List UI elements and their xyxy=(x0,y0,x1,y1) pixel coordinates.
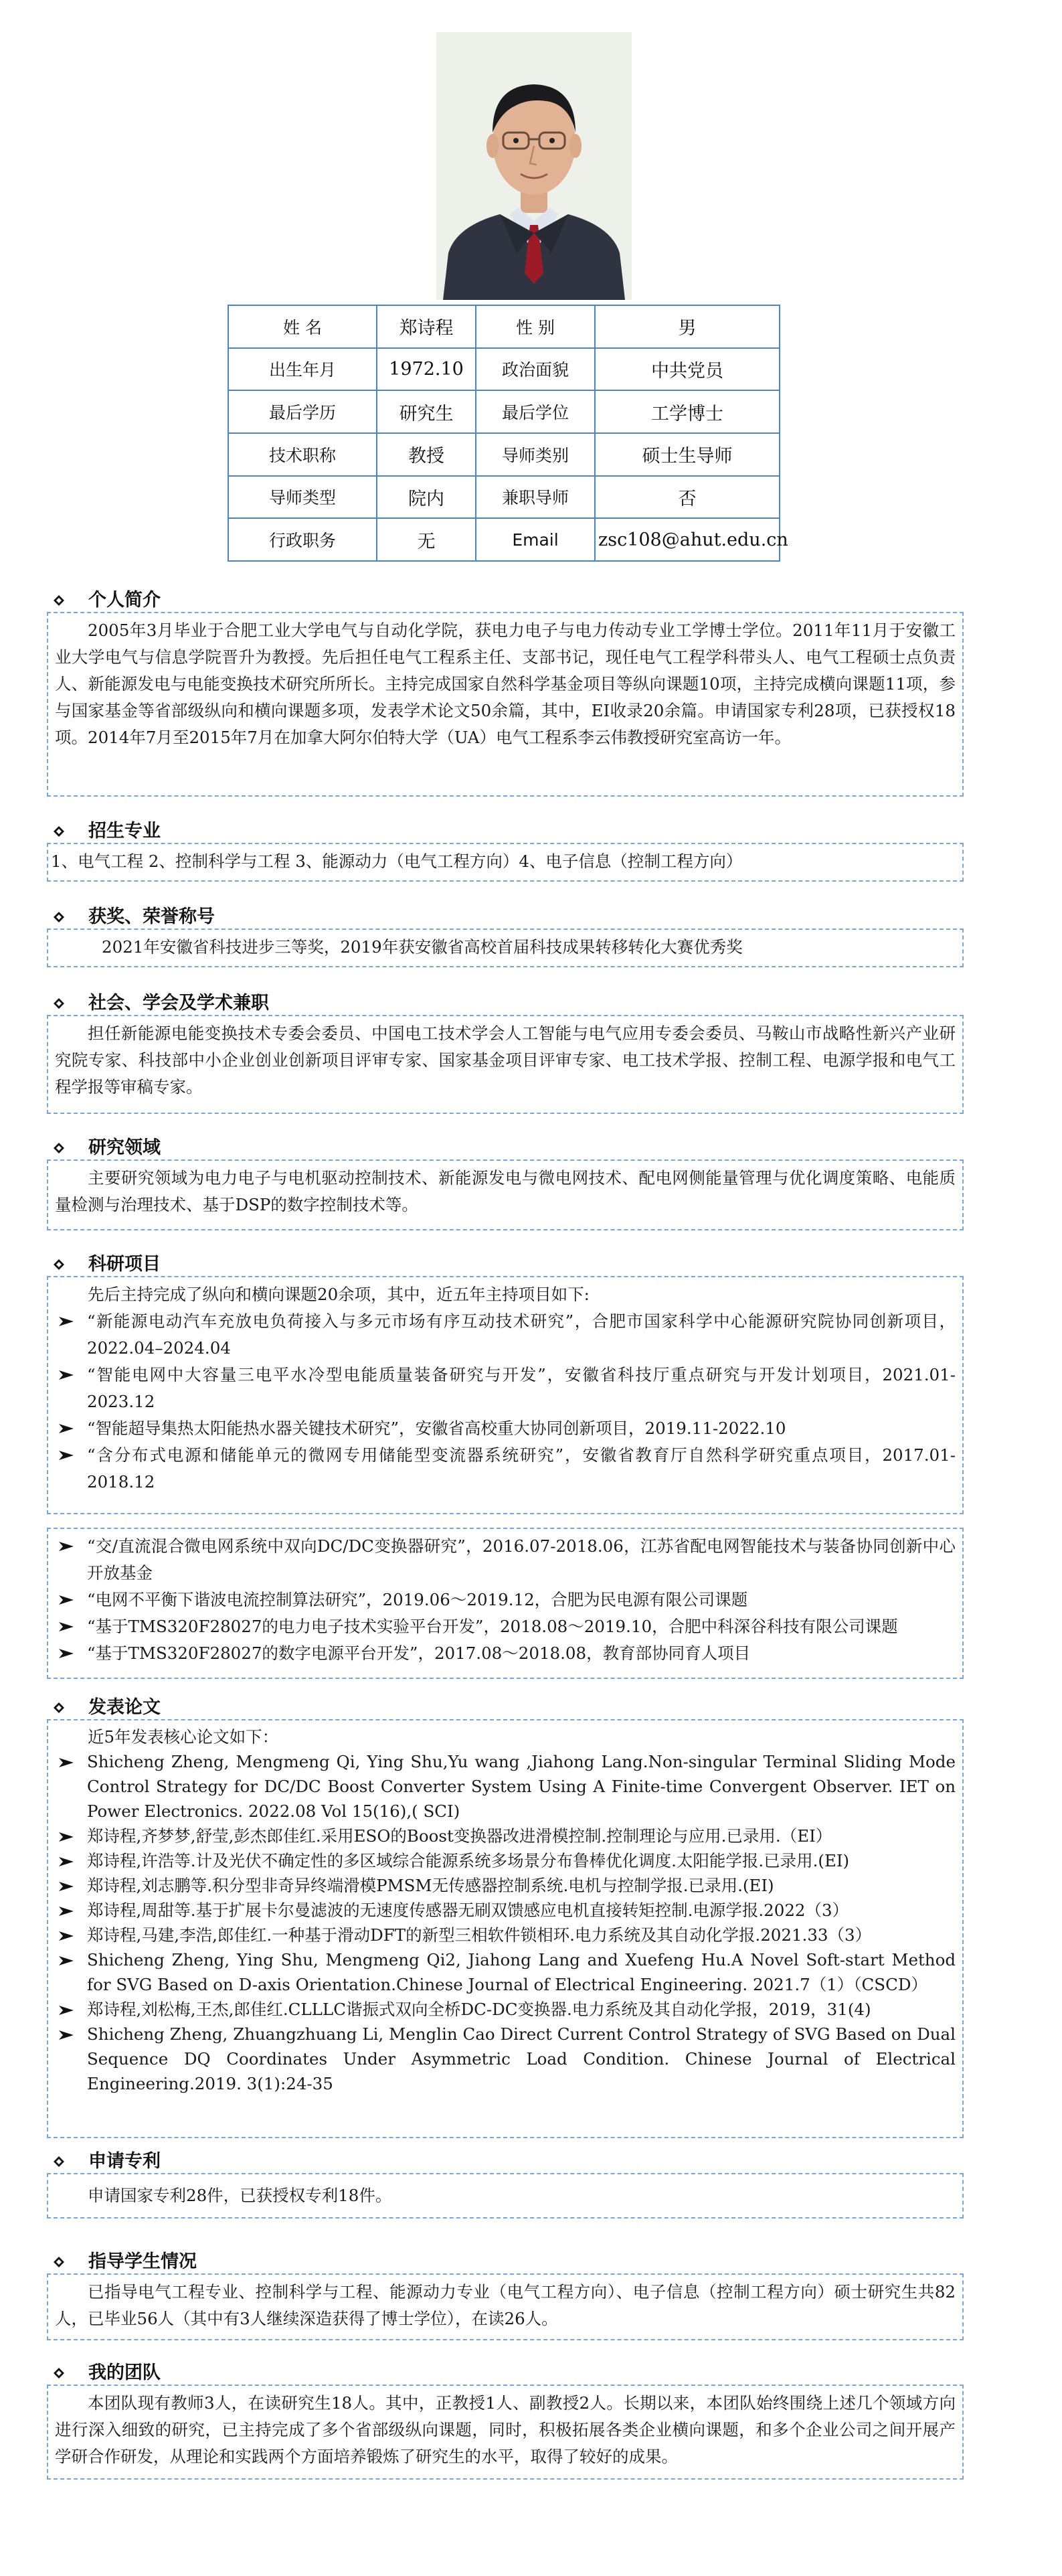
section-research xyxy=(47,1137,964,1230)
list-item xyxy=(55,1533,956,1587)
section-majors xyxy=(47,820,964,882)
section-title-text: 社会、学会及学术兼职 xyxy=(88,993,269,1014)
section-box xyxy=(47,843,964,882)
info-label: 姓 名 xyxy=(228,305,377,348)
arrow-bullet-icon xyxy=(59,1451,74,1460)
diamond-bullet-icon xyxy=(54,595,64,606)
section-title-text: 科研项目 xyxy=(88,1254,161,1275)
list-item xyxy=(55,1997,956,2022)
list-item xyxy=(55,1947,956,1997)
paper-item-text: 郑诗程,齐梦梦,舒莹,彭杰郎佳红.采用ESO的Boost变换器改进滑模控制.控制理论与应用.已录用.（EI） xyxy=(87,1826,832,1846)
bio-text: 2005年3月毕业于合肥工业大学电气与自动化学院，获电力电子与电力传动专业工学博士学位。2011年11月于安徽工业大学电气与信息学院晋升为教授。先后担任电气工程系主任、支部书记，现任电气工程学科带头人、电气工程硕士点负责人、新能源发电与电能变换技术研究所所长。主持完成国家自然科学基金项目等纵向课题10项，主持完成横向课题11项，参与国家基金等省部级纵向和横向课题多项，发表学术论文50余篇，其中，EI收录20余篇。申请国家专利28项，已获授权18项。2014年7月至2015年7月在加拿大阿尔伯特大学（UA）电气工程系李云伟教授研究室高访一年。 xyxy=(55,621,956,747)
info-row xyxy=(228,433,780,476)
info-label: 导师类型 xyxy=(228,476,377,519)
section-papers xyxy=(47,1696,964,2138)
project-list xyxy=(55,1533,956,1667)
info-value: 否 xyxy=(595,476,780,519)
list-item xyxy=(55,1613,956,1640)
arrow-bullet-icon xyxy=(59,1595,74,1605)
profile-info-table xyxy=(228,305,788,562)
project-item-text: “基于TMS320F28027的电力电子技术实验平台开发”，2018.08～2019.10，合肥中科深谷科技有限公司课题 xyxy=(87,1617,898,1636)
papers-intro: 近5年发表核心论文如下： xyxy=(88,1727,279,1747)
info-label: 最后学位 xyxy=(476,390,595,433)
arrow-bullet-icon xyxy=(59,1622,74,1631)
section-box xyxy=(47,612,964,797)
info-row xyxy=(228,305,780,348)
paper-item-text: 郑诗程,马建,李浩,郎佳红.一种基于滑动DFT的新型三相软件锁相环.电力系统及其自动化学报.2021.33（3） xyxy=(87,1925,872,1945)
section-title-text: 招生专业 xyxy=(88,821,161,841)
diamond-bullet-icon xyxy=(54,826,64,837)
section-box xyxy=(47,2273,964,2340)
section-box xyxy=(47,1276,964,1514)
section-students xyxy=(47,2251,964,2340)
section-box xyxy=(47,1719,964,2138)
info-row xyxy=(228,518,780,561)
info-label: 行政职务 xyxy=(228,518,377,561)
paper-item-text: Shicheng Zheng, Ying Shu, Mengmeng Qi2, Jiahong Lang and Xuefeng Hu.A Novel Soft-start Method for SVG Based on D-axis Orientation.Chinese Journal of Electrical Engineering. 2021.7（1）（CSCD） xyxy=(87,1950,956,1994)
diamond-bullet-icon xyxy=(54,912,64,922)
section-bio xyxy=(47,589,964,797)
info-value: 郑诗程 xyxy=(377,305,476,348)
info-value: 1972.10 xyxy=(377,348,476,391)
diamond-bullet-icon xyxy=(54,2257,64,2267)
arrow-bullet-icon xyxy=(59,1931,74,1941)
info-value: 教授 xyxy=(377,433,476,476)
diamond-bullet-icon xyxy=(54,2368,64,2379)
paper-item-text: 郑诗程,许浩等.计及光伏不确定性的多区域综合能源系统多场景分布鲁棒优化调度.太阳能学报.已录用.(EI) xyxy=(87,1851,850,1870)
list-item xyxy=(55,1587,956,1613)
section-team xyxy=(47,2362,964,2480)
arrow-bullet-icon xyxy=(59,1832,74,1842)
list-item xyxy=(55,2022,956,2096)
arrow-bullet-icon xyxy=(59,1857,74,1866)
email-link[interactable]: zsc108@ahut.edu.cn xyxy=(595,518,780,561)
info-label: 最后学历 xyxy=(228,390,377,433)
section-box xyxy=(47,929,964,967)
paper-item-text: Shicheng Zheng, Zhuangzhuang Li, Menglin Cao Direct Current Control Strategy of SVG Based on Dual Sequence DQ Coordinates Under Asymmetric Load Condition. Chinese Journal of Electrical Engineering.2019. 3(1):24-35 xyxy=(87,2024,956,2093)
info-value: 研究生 xyxy=(377,390,476,433)
section-title xyxy=(47,1696,964,1719)
section-box xyxy=(47,1528,964,1679)
list-item xyxy=(55,1415,956,1442)
paper-item-text: 郑诗程,刘松梅,王杰,郎佳红.CLLLC谐振式双向全桥DC-DC变换器.电力系统及其自动化学报，2019，31(4) xyxy=(87,2000,871,2019)
info-value: 院内 xyxy=(377,476,476,519)
info-row xyxy=(228,348,780,391)
info-row xyxy=(228,390,780,433)
section-title xyxy=(47,2362,964,2385)
info-label: 出生年月 xyxy=(228,348,377,391)
arrow-bullet-icon xyxy=(59,1956,74,1965)
students-text: 已指导电气工程专业、控制科学与工程、能源动力专业（电气工程方向）、电子信息（控制工程方向）硕士研究生共82人，已毕业56人（其中有3人继续深造获得了博士学位），在读26人。 xyxy=(55,2282,956,2328)
info-label: 兼职导师 xyxy=(476,476,595,519)
project-item-text: “电网不平衡下谐波电流控制算法研究”，2019.06～2019.12，合肥为民电源有限公司课题 xyxy=(87,1590,748,1609)
project-item-text: “交/直流混合微电网系统中双向DC/DC变换器研究”，2016.07-2018.06，江苏省配电网智能技术与装备协同创新中心开放基金 xyxy=(87,1536,956,1583)
portrait-illustration xyxy=(436,32,632,300)
info-label: 导师类别 xyxy=(476,433,595,476)
section-title xyxy=(47,1253,964,1276)
info-value: 无 xyxy=(377,518,476,561)
info-value: 中共党员 xyxy=(595,348,780,391)
project-item-text: “含分布式电源和储能单元的微网专用储能型变流器系统研究”，安徽省教育厅自然科学研究重点项目，2017.01-2018.12 xyxy=(87,1445,956,1492)
arrow-bullet-icon xyxy=(59,1758,74,1767)
project-list xyxy=(55,1308,956,1496)
diamond-bullet-icon xyxy=(54,1702,64,1713)
section-box xyxy=(47,1159,964,1230)
section-title xyxy=(47,2150,964,2173)
info-label: 政治面貌 xyxy=(476,348,595,391)
section-title-text: 我的团队 xyxy=(88,2362,161,2383)
info-label: 技术职称 xyxy=(228,433,377,476)
info-label: Email xyxy=(476,518,595,561)
research-text: 主要研究领域为电力电子与电机驱动控制技术、新能源发电与微电网技术、配电网侧能量管理与优化调度策略、电能质量检测与治理技术、基于DSP的数字控制技术等。 xyxy=(55,1168,956,1214)
list-item xyxy=(55,1923,956,1947)
awards-text: 2021年安徽省科技进步三等奖，2019年获安徽省高校首届科技成果转移转化大赛优秀奖 xyxy=(102,937,743,957)
diamond-bullet-icon xyxy=(54,1143,64,1153)
section-title-text: 个人简介 xyxy=(88,590,161,611)
section-box xyxy=(47,2173,964,2219)
arrow-bullet-icon xyxy=(59,1424,74,1433)
arrow-bullet-icon xyxy=(59,1649,74,1658)
section-title xyxy=(47,820,964,843)
section-title-text: 获奖、荣誉称号 xyxy=(88,906,215,927)
paper-item-text: 郑诗程,刘志鹏等.积分型非奇异终端滑模PMSM无传感器控制系统.电机与控制学报.已录用.(EI) xyxy=(87,1876,774,1895)
list-item xyxy=(55,1898,956,1923)
section-title xyxy=(47,2251,964,2273)
section-patents xyxy=(47,2150,964,2219)
info-value: 工学博士 xyxy=(595,390,780,433)
list-item xyxy=(55,1824,956,1848)
arrow-bullet-icon xyxy=(59,2006,74,2015)
diamond-bullet-icon xyxy=(54,1259,64,1270)
list-item xyxy=(55,1749,956,1824)
info-label: 性 别 xyxy=(476,305,595,348)
paper-item-text: Shicheng Zheng, Mengmeng Qi, Ying Shu,Yu wang ,Jiahong Lang.Non-singular Terminal Sliding Mode Control Strategy for DC/DC Boost Converter System Using A Finite-time Convergent Observer. IET on Power Electronics. 2022.08 Vol 15(16),( SCI) xyxy=(87,1752,956,1821)
diamond-bullet-icon xyxy=(54,2156,64,2167)
section-awards xyxy=(47,906,964,967)
projects-intro: 先后主持完成了纵向和横向课题20余项，其中，近五年主持项目如下: xyxy=(88,1285,590,1304)
section-box xyxy=(47,2385,964,2480)
section-projects xyxy=(47,1253,964,1679)
list-item xyxy=(55,1442,956,1496)
section-title xyxy=(47,589,964,612)
project-item-text: “智能超导集热太阳能热水器关键技术研究”，安徽省高校重大协同创新项目，2019.11-2022.10 xyxy=(87,1419,786,1438)
portrait-photo xyxy=(436,32,632,300)
team-text: 本团队现有教师3人，在读研究生18人。其中，正教授1人、副教授2人。长期以来，本团队始终围绕上述几个领域方向进行深入细致的研究，已主持完成了多个省部级纵向课题，同时，积极拓展各类企业横向课题，和多个企业公司之间开展产学研合作研发，从理论和实践两个方面培养锻炼了研究生的水平，取得了较好的成果。 xyxy=(55,2393,956,2466)
paper-item-text: 郑诗程,周甜等.基于扩展卡尔曼滤波的无速度传感器无刷双馈感应电机直接转矩控制.电源学报.2022（3） xyxy=(87,1901,849,1920)
section-title-text: 研究领域 xyxy=(88,1137,161,1158)
arrow-bullet-icon xyxy=(59,1882,74,1891)
diamond-bullet-icon xyxy=(54,998,64,1009)
section-title xyxy=(47,1137,964,1159)
arrow-bullet-icon xyxy=(59,2030,74,2040)
list-item xyxy=(55,1873,956,1898)
project-item-text: “智能电网中大容量三电平水冷型电能质量装备研究与开发”，安徽省科技厅重点研究与开发计划项目，2021.01-2023.12 xyxy=(87,1365,956,1411)
list-item xyxy=(55,1848,956,1873)
section-title-text: 申请专利 xyxy=(88,2151,161,2172)
list-item xyxy=(55,1362,956,1415)
section-social xyxy=(47,992,964,1114)
info-value: 硕士生导师 xyxy=(595,433,780,476)
arrow-bullet-icon xyxy=(59,1542,74,1551)
project-item-text: “新能源电动汽车充放电负荷接入与多元市场有序互动技术研究”，合肥市国家科学中心能源研究院协同创新项目，2022.04–2024.04 xyxy=(87,1311,956,1358)
patents-text: 申请国家专利28件，已获授权专利18件。 xyxy=(88,2186,392,2205)
section-box xyxy=(47,1015,964,1114)
section-title xyxy=(47,992,964,1015)
arrow-bullet-icon xyxy=(59,1370,74,1380)
majors-text: 1、电气工程 2、控制科学与工程 3、能源动力（电气工程方向）4、电子信息（控制工程方向） xyxy=(51,852,743,871)
list-item xyxy=(55,1308,956,1362)
list-item xyxy=(55,1640,956,1667)
section-title xyxy=(47,906,964,929)
section-title-text: 发表论文 xyxy=(88,1697,161,1718)
project-item-text: “基于TMS320F28027的数字电源平台开发”，2017.08～2018.08，教育部协同育人项目 xyxy=(87,1643,751,1663)
paper-list xyxy=(55,1749,956,2096)
section-title-text: 指导学生情况 xyxy=(88,2251,197,2272)
social-text: 担任新能源电能变换技术专委会委员、中国电工技术学会人工智能与电气应用专委会委员、马鞍山市战略性新兴产业研究院专家、科技部中小企业创业创新项目评审专家、国家基金项目评审专家、电工技术学报、控制工程、电源学报和电气工程学报等审稿专家。 xyxy=(55,1024,956,1097)
arrow-bullet-icon xyxy=(59,1907,74,1916)
arrow-bullet-icon xyxy=(59,1317,74,1326)
info-row xyxy=(228,476,780,519)
info-value: 男 xyxy=(595,305,780,348)
